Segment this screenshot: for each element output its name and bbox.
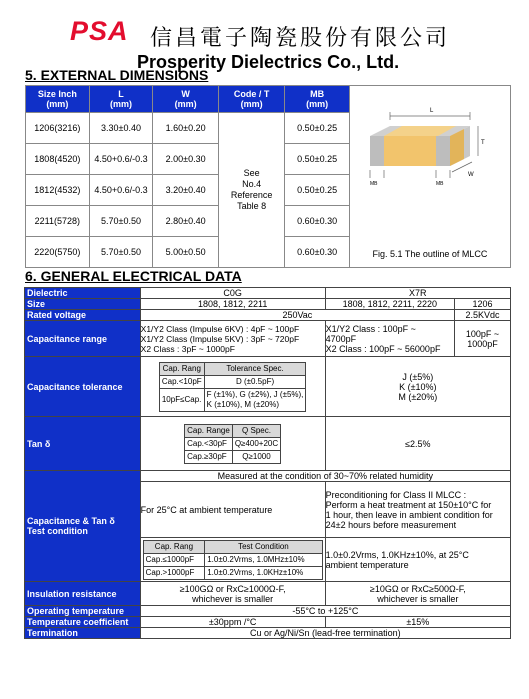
q-spec-subtable [184, 424, 281, 464]
page-header [0, 8, 529, 72]
sub-cell: D (±0.5pF) [204, 375, 306, 388]
sub-cell: 1.0±0.2Vrms, 1.0KHz±10% [205, 566, 322, 579]
label-l: L [429, 108, 434, 114]
size-c0g: 1808, 1812, 2211 [140, 299, 325, 310]
temp-coef-c0g: ±30ppm /°C [140, 617, 325, 628]
figure-caption: Fig. 5.1 The outline of MLCC [372, 249, 488, 259]
label-size: Size [25, 299, 141, 310]
sub-cell: Cap.<30pF [185, 437, 233, 450]
sub-header: Tolerance Spec. [204, 362, 306, 375]
label-t: T [480, 140, 485, 146]
sub-cell: 10pF≤Cap. [159, 388, 204, 411]
mlcc-outline-figure [352, 90, 512, 220]
label-rated-voltage: Rated voltage [25, 310, 141, 321]
cell-size: 2211(5728) [26, 206, 90, 237]
cell-w: 1.60±0.20 [153, 113, 218, 144]
label-test-condition: Capacitance & Tan δ Test condition [25, 471, 141, 582]
rated-voltage-ac: 250Vac [140, 310, 454, 321]
cell-mb: 0.50±0.25 [285, 175, 349, 206]
sub-cell: Cap.≥30pF [185, 450, 233, 463]
cell-l: 4.50+0.6/-0.3 [89, 175, 153, 206]
test-condition-subtable [143, 540, 323, 580]
tan-delta-c0g [140, 417, 325, 471]
cell-l: 5.70±0.50 [89, 206, 153, 237]
col-l: L (mm) [89, 86, 153, 113]
section-title-electrical: 6. GENERAL ELECTRICAL DATA [25, 268, 242, 284]
cell-code-t: See No.4 Reference Table 8 [218, 113, 284, 268]
tan-delta-x7r: ≤2.5% [325, 417, 510, 471]
cap-range-x7r-1206: 100pF ~ 1000pF [455, 321, 511, 357]
col-code-t: Code / T (mm) [218, 86, 284, 113]
label-w: W [467, 172, 474, 178]
sub-cell: Q≥400+20C [232, 437, 280, 450]
cap-range-x7r: X1/Y2 Class : 100pF ~ 4700pF X2 Class : 100pF ~ 56000pF [325, 321, 454, 357]
dimensions-table [25, 85, 511, 268]
chip-end-right [436, 136, 450, 166]
cell-w: 5.00±0.50 [153, 237, 218, 268]
test-x7r-conditions: 1.0±0.2Vrms, 1.0KHz±10%, at 25°C ambient temperature [325, 538, 510, 582]
sub-header: Cap. Rang [159, 362, 204, 375]
operating-temp-value: -55°C to +125°C [140, 606, 510, 617]
label-mb-left: MB [369, 181, 378, 187]
rated-voltage-dc: 2.5KVdc [455, 310, 511, 321]
cell-size: 2220(5750) [26, 237, 90, 268]
sub-cell: Cap.≤1000pF [143, 553, 205, 566]
label-insulation: Insulation resistance [25, 582, 141, 606]
sub-header: Cap. Rang [143, 540, 205, 553]
tolerance-subtable [159, 362, 307, 412]
sub-header: Q Spec. [232, 424, 280, 437]
sub-cell: 1.0±0.2Vrms, 1.0MHz±10% [205, 553, 322, 566]
dielectric-c0g: C0G [140, 288, 325, 299]
company-chinese-name: 信昌電子陶瓷股份有限公司 [150, 26, 451, 51]
sub-cell: F (±1%), G (±2%), J (±5%), K (±10%), M (±20%) [204, 388, 306, 411]
size-x7r-1206: 1206 [455, 299, 511, 310]
company-logo: PSA [70, 16, 129, 46]
test-c0g-conditions [140, 538, 325, 582]
label-dielectric: Dielectric [25, 288, 141, 299]
cell-size: 1206(3216) [26, 113, 90, 144]
label-operating-temp: Operating temperature [25, 606, 141, 617]
temp-coef-x7r: ±15% [325, 617, 510, 628]
col-w: W (mm) [153, 86, 218, 113]
cell-w: 2.00±0.30 [153, 144, 218, 175]
company-name: Prosperity Dielectrics Co., Ltd. [137, 52, 400, 72]
electrical-data-table [24, 287, 511, 639]
label-cap-tolerance: Capacitance tolerance [25, 357, 141, 417]
col-mb: MB (mm) [285, 86, 349, 113]
label-termination: Termination [25, 628, 141, 639]
cell-mb: 0.50±0.25 [285, 113, 349, 144]
test-x7r-preconditioning: Preconditioning for Class II MLCC : Perform a heat treatment at 150±10°C for 1 hour, then leave in ambient condition for 24±2 hours before measurement [325, 482, 510, 538]
cap-tolerance-c0g [140, 357, 325, 417]
cell-size: 1812(4532) [26, 175, 90, 206]
termination-value: Cu or Ag/Ni/Sn (lead-free termination) [140, 628, 510, 639]
humidity-condition: Measured at the condition of 30~70% related humidity [140, 471, 510, 482]
cell-w: 3.20±0.40 [153, 175, 218, 206]
size-x7r: 1808, 1812, 2211, 2220 [325, 299, 454, 310]
cell-mb: 0.60±0.30 [285, 237, 349, 268]
cap-tolerance-x7r: J (±5%) K (±10%) M (±20%) [325, 357, 510, 417]
test-c0g-text: For 25°C at ambient temperature [140, 482, 325, 538]
dielectric-x7r: X7R [325, 288, 510, 299]
sub-header: Cap. Range [185, 424, 233, 437]
section-title-dimensions: 5. EXTERNAL DIMENSIONS [25, 67, 209, 83]
cell-mb: 0.50±0.25 [285, 144, 349, 175]
sub-cell: Q≥1000 [232, 450, 280, 463]
cap-range-c0g: X1/Y2 Class (Impulse 6KV) : 4pF ~ 100pF X1/Y2 Class (Impulse 5KV) : 3pF ~ 720pF X2 Class : 3pF ~ 1000pF [140, 321, 325, 357]
insulation-x7r: ≥10GΩ or RxC≥500Ω-F, whichever is smaller [325, 582, 510, 606]
cell-l: 4.50+0.6/-0.3 [89, 144, 153, 175]
sub-header: Test Condition [205, 540, 322, 553]
cell-mb: 0.60±0.30 [285, 206, 349, 237]
label-tan-delta: Tan δ [25, 417, 141, 471]
label-mb-right: MB [435, 181, 444, 187]
cell-l: 3.30±0.40 [89, 113, 153, 144]
label-cap-range: Capacitance range [25, 321, 141, 357]
col-size: Size Inch (mm) [26, 86, 90, 113]
cell-w: 2.80±0.40 [153, 206, 218, 237]
mlcc-figure-cell [349, 86, 510, 268]
sub-cell: Cap.<10pF [159, 375, 204, 388]
label-temp-coefficient: Temperature coefficient [25, 617, 141, 628]
sub-cell: Cap.>1000pF [143, 566, 205, 579]
cell-l: 5.70±0.50 [89, 237, 153, 268]
insulation-c0g: ≥100GΩ or RxC≥1000Ω-F, whichever is smaller [140, 582, 325, 606]
cell-size: 1808(4520) [26, 144, 90, 175]
chip-end-left [370, 136, 384, 166]
